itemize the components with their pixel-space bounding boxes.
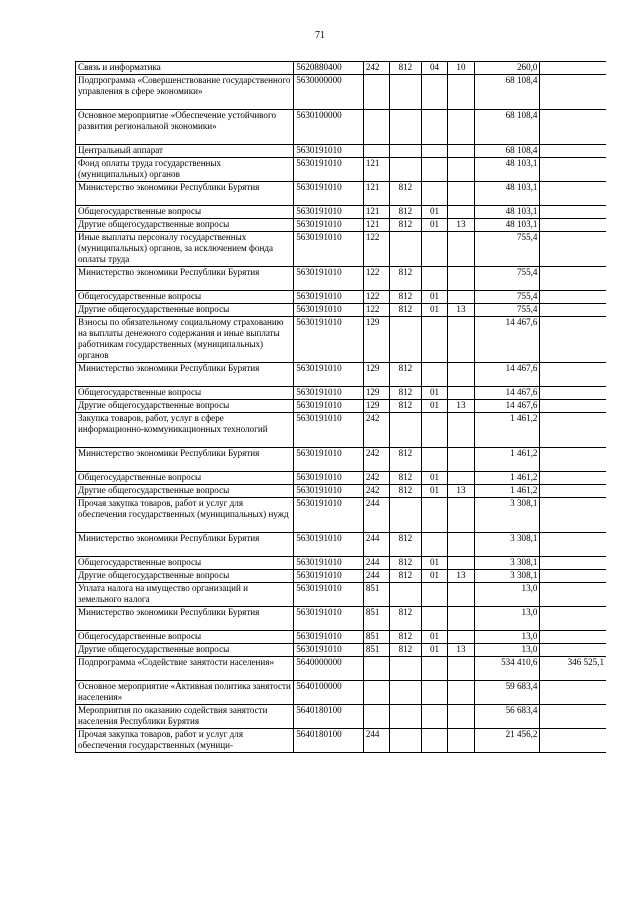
row-subsection: 13 [447,400,474,413]
row-section [422,110,448,145]
row-name: Другие общегосударственные вопросы [76,400,294,413]
row-expense-type: 242 [363,413,389,448]
row-expense-type: 129 [363,363,389,387]
row-administrator: 812 [389,267,421,291]
table-row [76,533,607,557]
table-row [76,631,607,644]
row-amount: 755,4 [474,232,539,267]
table-row [76,206,607,219]
row-section [422,182,448,206]
row-name: Министерство экономики Республики Бурятия [76,363,294,387]
row-subsection [447,317,474,363]
row-name: Подпрограмма «Содействие занятости населения» [76,657,294,681]
row-expense-type [363,681,389,705]
table-row [76,110,607,145]
row-administrator [389,681,421,705]
row-amount: 755,4 [474,291,539,304]
row-expense-type: 244 [363,533,389,557]
row-subsection [447,158,474,182]
row-subsection: 13 [447,570,474,583]
row-section [422,448,448,472]
row-name: Прочая закупка товаров, работ и услуг для обеспечения государственных (муниципальных) нужд [76,498,294,533]
row-amount-extra [540,533,606,557]
row-section: 01 [422,219,448,232]
row-administrator [389,705,421,729]
row-amount-extra [540,681,606,705]
row-section [422,145,448,158]
row-amount-extra [540,387,606,400]
row-target-article: 5630000000 [294,75,364,110]
row-name: Министерство экономики Республики Бурятия [76,607,294,631]
row-administrator [389,657,421,681]
row-name: Министерство экономики Республики Бурятия [76,267,294,291]
table-row [76,485,607,498]
row-target-article: 5630191010 [294,533,364,557]
row-name: Закупка товаров, работ, услуг в сфере информационно-коммуникационных технологий [76,413,294,448]
row-administrator [389,317,421,363]
row-target-article: 5630191010 [294,387,364,400]
table-row [76,145,607,158]
row-amount-extra [540,557,606,570]
row-administrator: 812 [389,400,421,413]
row-amount-extra [540,363,606,387]
row-target-article: 5630100000 [294,110,364,145]
row-target-article: 5640180100 [294,705,364,729]
row-expense-type: 129 [363,400,389,413]
row-amount-extra [540,485,606,498]
row-name: Общегосударственные вопросы [76,631,294,644]
table-row [76,267,607,291]
row-name: Другие общегосударственные вопросы [76,219,294,232]
row-section [422,583,448,607]
row-amount: 3 308,1 [474,557,539,570]
row-subsection: 10 [447,62,474,75]
row-administrator: 812 [389,62,421,75]
row-section [422,729,448,753]
table-row [76,729,607,753]
row-amount-extra [540,570,606,583]
row-administrator [389,158,421,182]
row-amount: 56 683,4 [474,705,539,729]
row-expense-type: 121 [363,182,389,206]
row-section: 01 [422,644,448,657]
table-row [76,317,607,363]
row-target-article: 5630191010 [294,583,364,607]
row-administrator: 812 [389,472,421,485]
row-expense-type: 244 [363,570,389,583]
row-amount-extra [540,219,606,232]
row-name: Подпрограмма «Совершенствование государственного управления в сфере экономики» [76,75,294,110]
row-administrator: 812 [389,291,421,304]
row-amount: 3 308,1 [474,498,539,533]
row-amount-extra [540,705,606,729]
row-target-article: 5630191010 [294,145,364,158]
row-subsection [447,413,474,448]
row-expense-type: 121 [363,219,389,232]
row-amount: 48 103,1 [474,206,539,219]
row-subsection: 13 [447,219,474,232]
row-subsection [447,182,474,206]
page-number: 71 [315,30,325,41]
row-target-article: 5620880400 [294,62,364,75]
row-amount-extra [540,158,606,182]
table-row [76,182,607,206]
row-amount-extra [540,413,606,448]
row-target-article: 5640000000 [294,657,364,681]
row-subsection [447,681,474,705]
row-expense-type: 122 [363,304,389,317]
row-target-article: 5630191010 [294,472,364,485]
table-row [76,657,607,681]
row-amount-extra [540,110,606,145]
table-row [76,219,607,232]
row-administrator: 812 [389,448,421,472]
row-amount: 3 308,1 [474,533,539,557]
table-row [76,158,607,182]
row-amount: 48 103,1 [474,219,539,232]
row-subsection [447,607,474,631]
row-amount-extra [540,267,606,291]
row-expense-type: 244 [363,729,389,753]
row-name: Министерство экономики Республики Бурятия [76,448,294,472]
row-subsection [447,705,474,729]
row-section [422,607,448,631]
row-section [422,657,448,681]
row-expense-type [363,145,389,158]
row-amount-extra [540,472,606,485]
row-subsection [447,472,474,485]
table-row [76,472,607,485]
row-target-article: 5630191010 [294,498,364,533]
row-target-article: 5630191010 [294,232,364,267]
row-administrator: 812 [389,570,421,583]
row-administrator: 812 [389,631,421,644]
row-amount: 59 683,4 [474,681,539,705]
row-name: Другие общегосударственные вопросы [76,304,294,317]
row-section [422,75,448,110]
row-expense-type: 242 [363,62,389,75]
row-section [422,232,448,267]
row-amount: 14 467,6 [474,400,539,413]
row-section: 04 [422,62,448,75]
row-amount: 21 456,2 [474,729,539,753]
row-amount-extra [540,75,606,110]
row-subsection [447,206,474,219]
row-administrator: 812 [389,304,421,317]
row-section: 01 [422,570,448,583]
row-name: Прочая закупка товаров, работ и услуг для обеспечения государственных (муници- [76,729,294,753]
row-target-article: 5630191010 [294,219,364,232]
row-amount: 13,0 [474,631,539,644]
row-expense-type: 122 [363,232,389,267]
row-subsection [447,232,474,267]
row-target-article: 5640180100 [294,729,364,753]
row-target-article: 5630191010 [294,206,364,219]
row-target-article: 5630191010 [294,644,364,657]
row-administrator [389,583,421,607]
row-amount-extra [540,607,606,631]
row-expense-type: 851 [363,583,389,607]
row-name: Иные выплаты персоналу государственных (муниципальных) органов, за исключением фонда оплаты труда [76,232,294,267]
row-expense-type [363,75,389,110]
row-name: Общегосударственные вопросы [76,387,294,400]
row-administrator: 812 [389,387,421,400]
row-amount-extra [540,448,606,472]
table-row [76,557,607,570]
row-administrator [389,75,421,110]
row-section: 01 [422,400,448,413]
row-target-article: 5630191010 [294,291,364,304]
row-subsection [447,583,474,607]
row-amount: 14 467,6 [474,363,539,387]
row-name: Министерство экономики Республики Бурятия [76,182,294,206]
row-amount-extra [540,182,606,206]
table-row [76,498,607,533]
table-row [76,363,607,387]
row-amount-extra [540,400,606,413]
row-amount: 68 108,4 [474,145,539,158]
table-row [76,232,607,267]
row-amount: 3 308,1 [474,570,539,583]
row-name: Общегосударственные вопросы [76,557,294,570]
row-section: 01 [422,206,448,219]
row-amount: 260,0 [474,62,539,75]
row-target-article: 5630191010 [294,570,364,583]
row-subsection [447,631,474,644]
table-row [76,705,607,729]
row-administrator [389,729,421,753]
row-name: Фонд оплаты труда государственных (муниципальных) органов [76,158,294,182]
row-section [422,705,448,729]
table-row [76,387,607,400]
row-amount-extra [540,498,606,533]
table-row [76,62,607,75]
row-target-article: 5630191010 [294,304,364,317]
table-row [76,413,607,448]
table-row [76,75,607,110]
row-amount: 755,4 [474,267,539,291]
row-expense-type: 244 [363,498,389,533]
row-amount-extra: 346 525,1 [540,657,606,681]
row-subsection [447,498,474,533]
row-administrator [389,232,421,267]
row-administrator: 812 [389,485,421,498]
row-target-article: 5630191010 [294,267,364,291]
row-administrator: 812 [389,607,421,631]
row-target-article: 5630191010 [294,363,364,387]
row-amount: 755,4 [474,304,539,317]
row-target-article: 5630191010 [294,557,364,570]
row-name: Уплата налога на имущество организаций и земельного налога [76,583,294,607]
row-amount-extra [540,291,606,304]
row-amount: 534 410,6 [474,657,539,681]
row-expense-type: 242 [363,472,389,485]
row-section: 01 [422,291,448,304]
row-target-article: 5630191010 [294,607,364,631]
row-target-article: 5630191010 [294,631,364,644]
row-expense-type: 122 [363,267,389,291]
row-subsection [447,145,474,158]
row-name: Министерство экономики Республики Бурятия [76,533,294,557]
row-expense-type: 121 [363,158,389,182]
row-target-article: 5630191010 [294,158,364,182]
row-administrator: 812 [389,533,421,557]
row-subsection [447,729,474,753]
row-expense-type [363,705,389,729]
row-amount: 1 461,2 [474,485,539,498]
table-row [76,570,607,583]
row-target-article: 5630191010 [294,182,364,206]
row-amount: 48 103,1 [474,182,539,206]
row-section [422,267,448,291]
row-amount-extra [540,232,606,267]
row-amount-extra [540,317,606,363]
row-target-article: 5630191010 [294,317,364,363]
table-row [76,681,607,705]
row-administrator: 812 [389,206,421,219]
row-subsection [447,267,474,291]
row-amount: 14 467,6 [474,317,539,363]
row-subsection [447,657,474,681]
row-section: 01 [422,485,448,498]
row-name: Общегосударственные вопросы [76,291,294,304]
row-expense-type: 242 [363,485,389,498]
row-administrator [389,413,421,448]
row-subsection: 13 [447,644,474,657]
table-row [76,583,607,607]
row-administrator [389,498,421,533]
row-section [422,533,448,557]
row-section [422,681,448,705]
row-section: 01 [422,631,448,644]
row-section: 01 [422,387,448,400]
row-amount-extra [540,304,606,317]
row-expense-type: 851 [363,607,389,631]
row-amount-extra [540,206,606,219]
row-section [422,158,448,182]
row-name: Другие общегосударственные вопросы [76,644,294,657]
row-section: 01 [422,472,448,485]
row-expense-type: 244 [363,557,389,570]
table-row [76,304,607,317]
row-name: Центральный аппарат [76,145,294,158]
row-name: Основное мероприятие «Активная политика занятости населения» [76,681,294,705]
row-amount: 1 461,2 [474,448,539,472]
budget-table [75,61,606,753]
row-subsection [447,557,474,570]
row-administrator: 812 [389,644,421,657]
row-expense-type [363,657,389,681]
row-administrator: 812 [389,363,421,387]
table-row [76,448,607,472]
row-section [422,317,448,363]
row-subsection [447,363,474,387]
row-amount: 68 108,4 [474,110,539,145]
row-amount: 1 461,2 [474,472,539,485]
row-section: 01 [422,557,448,570]
row-subsection: 13 [447,304,474,317]
row-subsection [447,387,474,400]
row-amount-extra [540,62,606,75]
row-target-article: 5640100000 [294,681,364,705]
row-administrator [389,110,421,145]
row-expense-type: 242 [363,448,389,472]
row-administrator: 812 [389,557,421,570]
row-amount-extra [540,145,606,158]
row-subsection [447,533,474,557]
row-amount: 13,0 [474,607,539,631]
row-target-article: 5630191010 [294,413,364,448]
row-name: Мероприятия по оказанию содействия занятости населения Республики Бурятия [76,705,294,729]
row-amount-extra [540,583,606,607]
row-section [422,413,448,448]
row-expense-type: 851 [363,644,389,657]
row-target-article: 5630191010 [294,485,364,498]
row-amount-extra [540,644,606,657]
row-amount: 48 103,1 [474,158,539,182]
row-amount: 13,0 [474,644,539,657]
row-name: Взносы по обязательному социальному страхованию на выплаты денежного содержания и иные выплаты работникам государственных (муниципальных) органов [76,317,294,363]
row-amount: 13,0 [474,583,539,607]
row-target-article: 5630191010 [294,400,364,413]
row-expense-type: 122 [363,291,389,304]
row-administrator: 812 [389,182,421,206]
row-administrator [389,145,421,158]
row-name: Другие общегосударственные вопросы [76,485,294,498]
row-amount-extra [540,631,606,644]
row-name: Другие общегосударственные вопросы [76,570,294,583]
row-name: Общегосударственные вопросы [76,206,294,219]
row-subsection [447,448,474,472]
table-row [76,291,607,304]
row-section [422,363,448,387]
row-subsection [447,291,474,304]
row-subsection [447,75,474,110]
row-expense-type: 851 [363,631,389,644]
table-row [76,607,607,631]
row-subsection: 13 [447,485,474,498]
table-row [76,644,607,657]
row-expense-type: 129 [363,317,389,363]
row-section: 01 [422,304,448,317]
row-name: Основное мероприятие «Обеспечение устойчивого развития региональной экономики» [76,110,294,145]
row-administrator: 812 [389,219,421,232]
row-amount: 14 467,6 [474,387,539,400]
row-amount: 1 461,2 [474,413,539,448]
budget-table-body [76,62,607,753]
row-expense-type: 121 [363,206,389,219]
row-expense-type: 129 [363,387,389,400]
row-subsection [447,110,474,145]
row-amount-extra [540,729,606,753]
row-amount: 68 108,4 [474,75,539,110]
row-target-article: 5630191010 [294,448,364,472]
row-name: Связь и информатика [76,62,294,75]
row-name: Общегосударственные вопросы [76,472,294,485]
row-expense-type [363,110,389,145]
row-section [422,498,448,533]
table-row [76,400,607,413]
